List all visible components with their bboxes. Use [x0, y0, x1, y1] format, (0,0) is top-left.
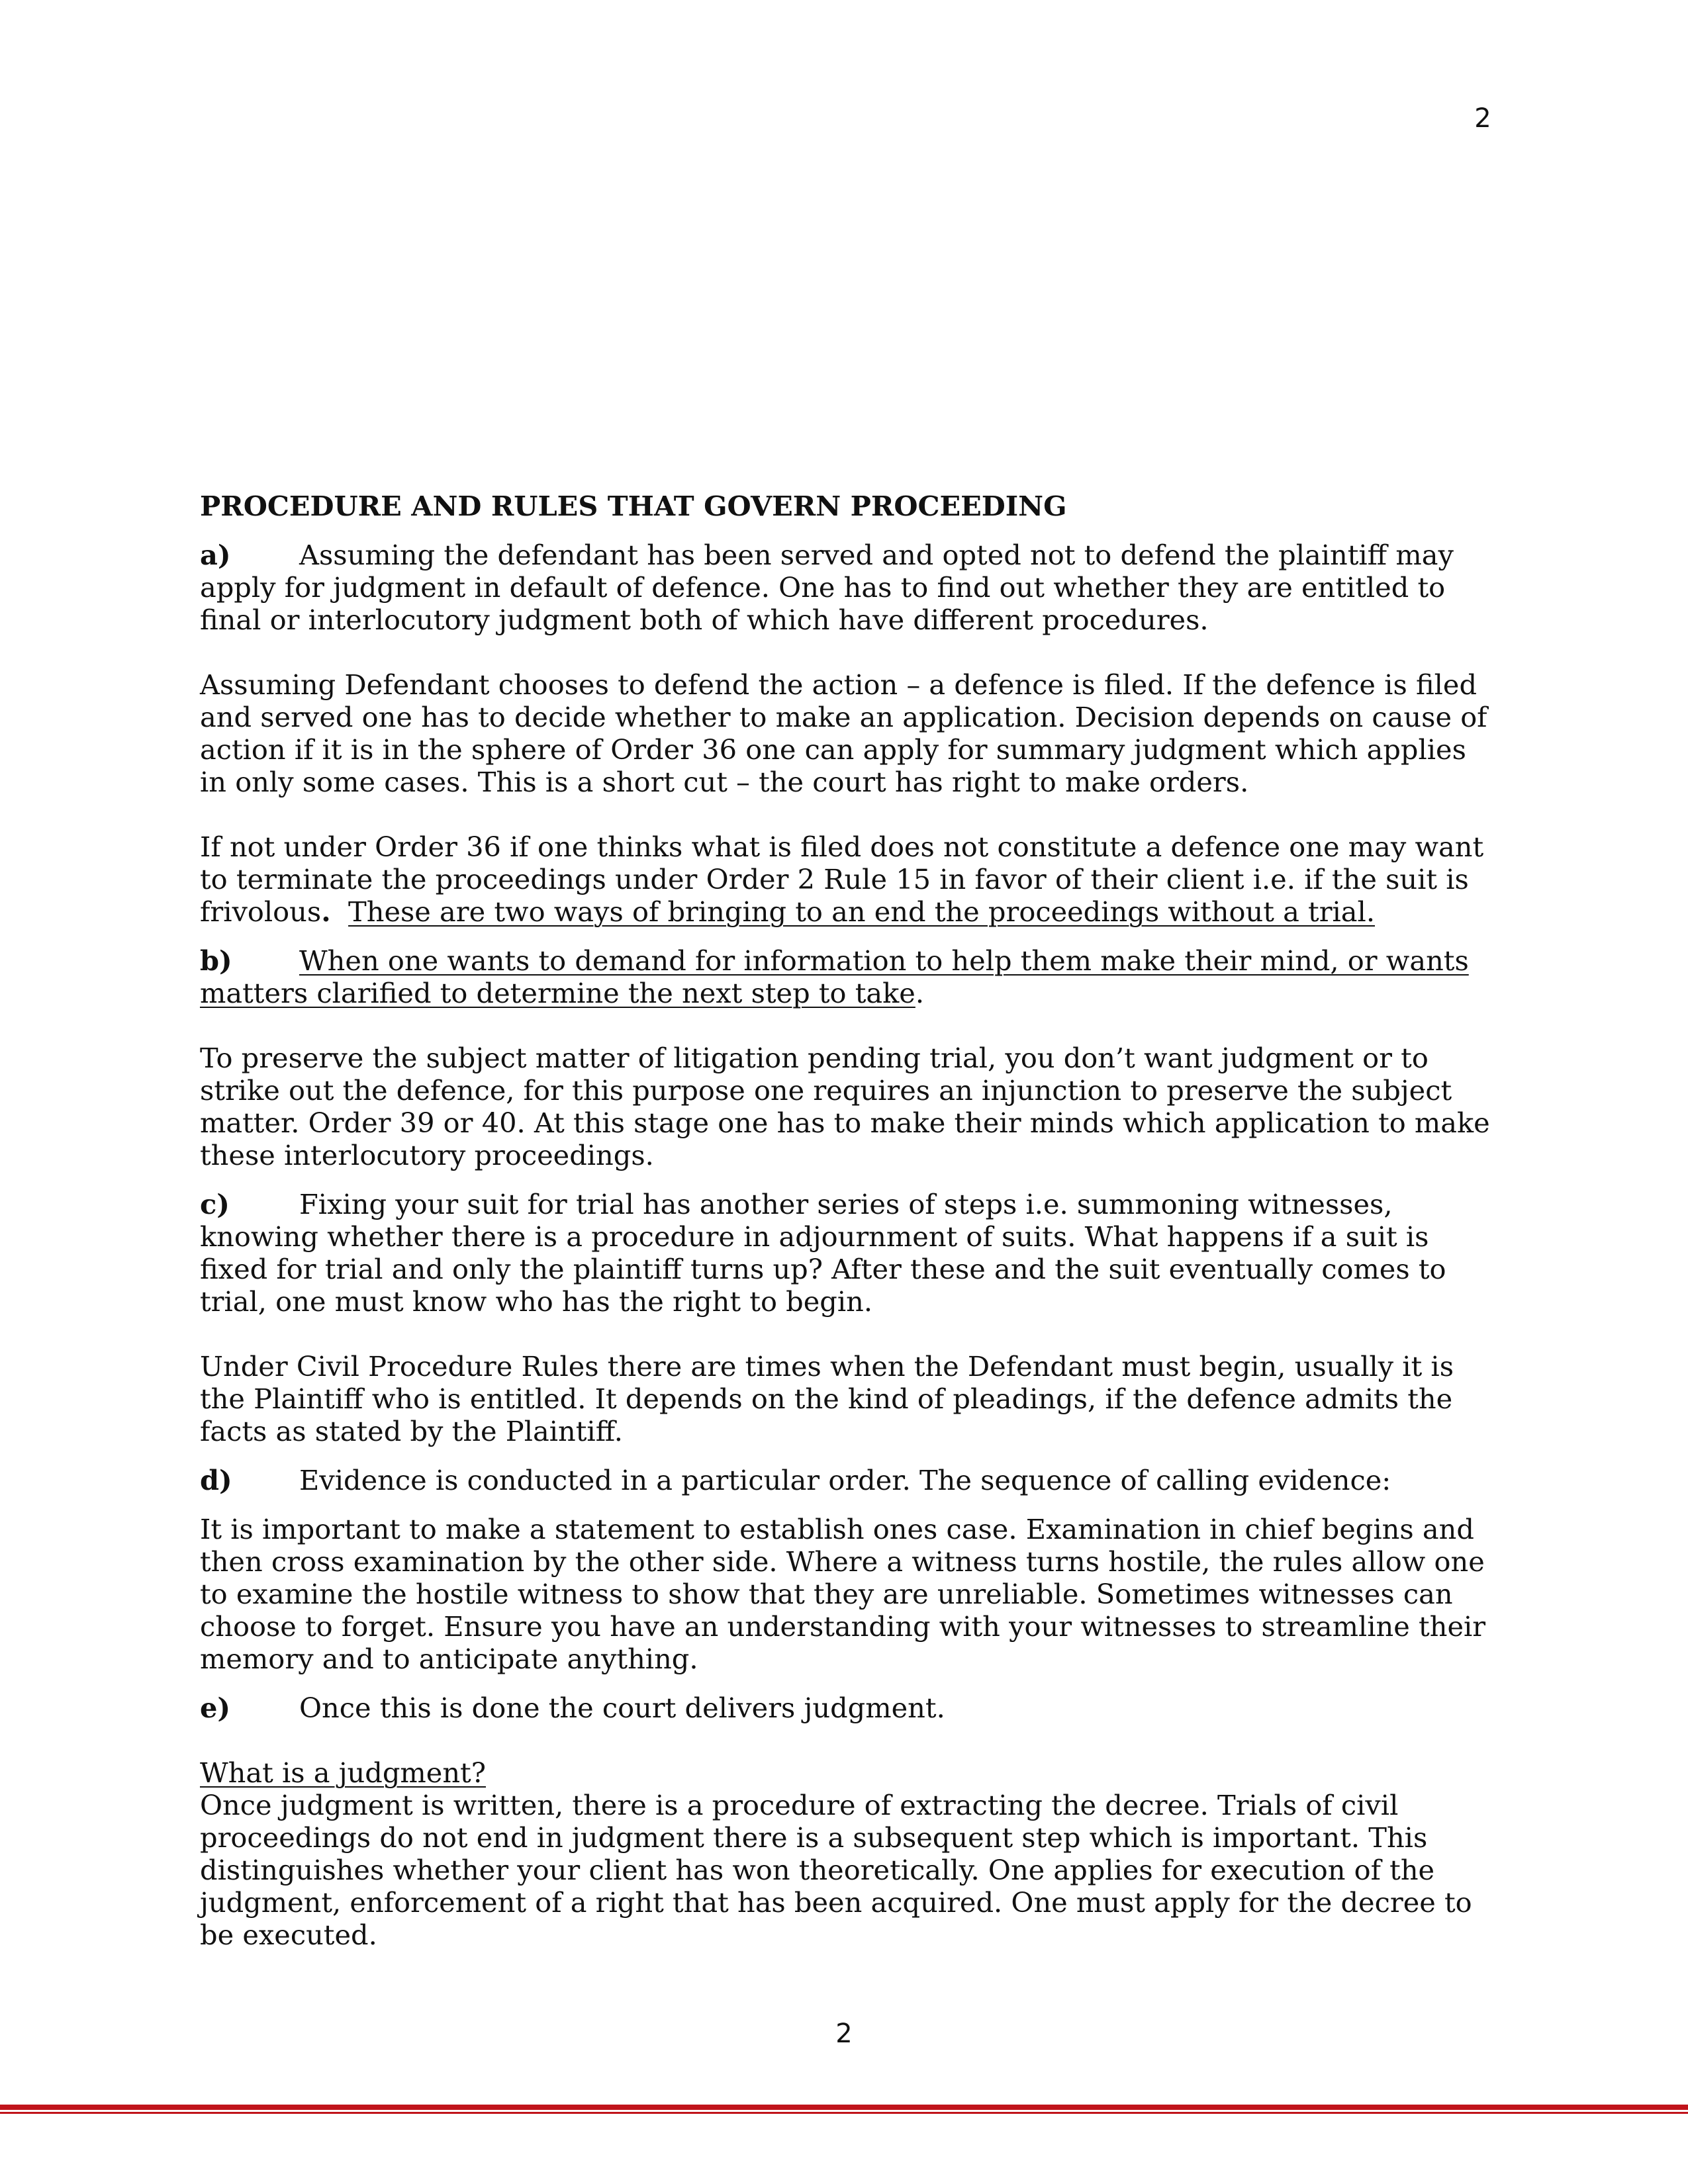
footer-rule-thin	[0, 2112, 1688, 2114]
section-d-letter: d)	[200, 1464, 232, 1496]
paragraph-defend: Assuming Defendant chooses to defend the action – a defence is filed. If the defence is filed and served one has to decide whether to make an application. Decision depends on cause of action if it is in the sphere of Order 36 one can apply for summary judgment which applies in only some cases. This is a short cut – the court has right to make orders.	[200, 668, 1487, 798]
paragraph-preserve: To preserve the subject matter of litigation pending trial, you don’t want judgment or to strike out the defence, for this purpose one requires an injunction to preserve the subject matter. Order 39 or 40. At this stage one has to make their minds which application to make these interlocutory proceedings.	[200, 1042, 1490, 1171]
section-b-letter: b)	[200, 944, 232, 977]
section-d-text: Evidence is conducted in a particular order. The sequence of calling evidence:	[299, 1464, 1391, 1496]
paragraph-order-36-underlined: These are two ways of bringing to an end the proceedings without a trial.	[348, 895, 1376, 928]
section-c-text: Fixing your suit for trial has another series of steps i.e. summoning witnesses, knowing whether there is a procedure in adjournment of suits. What happens if a suit is fixed for trial and only the plaintiff turns up? After these and the suit eventually comes to trial, one must know who has the right to begin.	[200, 1188, 1446, 1318]
section-e	[200, 1692, 1491, 1724]
section-c	[200, 1188, 1491, 1318]
section-e-letter: e)	[200, 1692, 231, 1724]
paragraph-evidence: It is important to make a statement to establish ones case. Examination in chief begins and then cross examination by the other side. Where a witness turns hostile, the rules allow one to examine the hostile witness to show that they are unreliable. Sometimes witnesses can choose to forget. Ensure you have an understanding with your witnesses to streamline their memory and to anticipate anything.	[200, 1513, 1486, 1675]
judgment-paragraph: Once judgment is written, there is a procedure of extracting the decree. Trials of civil proceedings do not end in judgment there is a subsequent step which is important. This distinguishes whether your client has won theoretically. One applies for execution of the judgment, enforcement of a right that has been acquired. One must apply for the decree to be executed.	[200, 1789, 1472, 1951]
footer-rule-thick	[0, 2105, 1688, 2110]
section-b	[200, 944, 1491, 1009]
section-d	[200, 1464, 1491, 1496]
paragraph-order-36-period: .	[321, 895, 331, 928]
section-b-tail: .	[915, 977, 925, 1009]
section-a-text: Assuming the defendant has been served and opted not to defend the plaintiff may apply for judgment in default of defence. One has to find out whether they are entitled to final or interlocutory judgment both of which have different procedures.	[200, 539, 1454, 636]
document-body	[200, 490, 1491, 1951]
document-title: PROCEDURE AND RULES THAT GOVERN PROCEEDING	[200, 490, 1067, 522]
judgment-heading	[200, 1756, 1491, 1789]
footer-rule	[0, 2105, 1688, 2114]
header-page-number: 2	[1474, 103, 1491, 134]
paragraph-order-36	[200, 831, 1491, 928]
judgment-heading-text: What is a judgment?	[200, 1756, 486, 1789]
section-b-underlined: When one wants to demand for information to help them make their mind, or wants matters clarified to determine the next step to take	[200, 944, 1469, 1009]
paragraph-civil-procedure: Under Civil Procedure Rules there are times when the Defendant must begin, usually it is the Plaintiff who is entitled. It depends on the kind of pleadings, if the defence admits the facts as stated by the Plaintiff.	[200, 1350, 1454, 1447]
footer-page-number: 2	[835, 2019, 853, 2049]
paragraph-order-36-text: If not under Order 36 if one thinks what is filed does not constitute a defence one may want to terminate the proceedings under Order 2 Rule 15 in favor of their client i.e. if the suit is frivolous	[200, 831, 1484, 928]
section-e-text: Once this is done the court delivers judgment.	[299, 1692, 945, 1724]
section-c-letter: c)	[200, 1188, 230, 1220]
section-a-letter: a)	[200, 539, 231, 571]
section-a	[200, 539, 1491, 636]
